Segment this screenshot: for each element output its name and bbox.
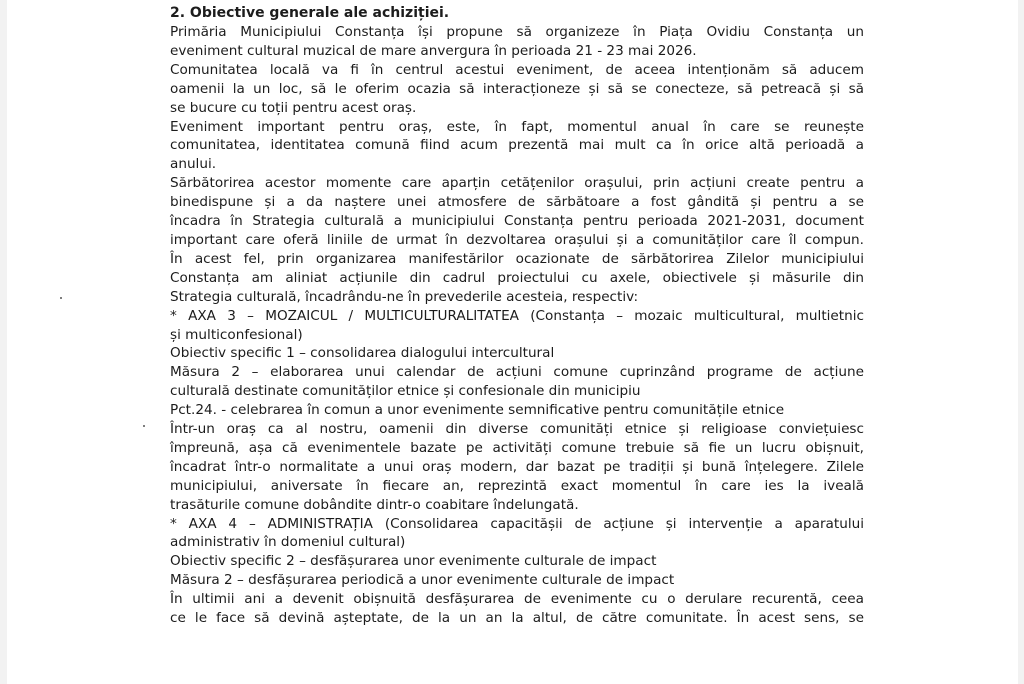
text-line: încadra în Strategia culturală a municipiului Constanța pentru perioada 2021-2031, document [170, 213, 864, 230]
text-line: Strategia culturală, încadrându-ne în prevederile acesteia, respectiv: [170, 288, 639, 305]
document-body [170, 4, 864, 628]
text-line: anului. [170, 156, 217, 173]
text-line: Într-un oraș ca al nostru, oamenii din diverse comunități etnice și religioase conviețuiesc [170, 421, 864, 438]
text-line: ce le face să devină așteptate, de la un an la altul, de către comunitate. În acest sens, se [170, 610, 864, 627]
document-page [7, 0, 1018, 684]
text-line: și multiconfesional) [170, 326, 303, 343]
text-line: Constanța am aliniat acțiunile din cadrul proiectului cu axele, obiectivele și măsurile din [170, 269, 864, 286]
text-line: trasăturile comune dobândite dintr-o coabitare îndelungată. [170, 496, 579, 513]
scan-speck [60, 297, 62, 299]
text-line: împreună, așa că evenimentele bazate pe activități comune trebuie să fie un lucru obișnuit, [170, 439, 864, 456]
text-line: se bucure cu toții pentru acest oraș. [170, 99, 417, 116]
text-line: * AXA 4 – ADMINISTRAȚIA (Consolidarea capacitășii de acțiune și intervenție a aparatului [170, 515, 864, 532]
paragraph-lines [170, 23, 864, 628]
text-line: * AXA 3 – MOZAICUL / MULTICULTURALITATEA (Constanța – mozaic multicultural, multietnic [170, 307, 864, 324]
text-line: În acest fel, prin organizarea manifestărilor ocazionate de sărbătorirea Zilelor municipiului [170, 250, 864, 267]
text-line: Măsura 2 – elaborarea unui calendar de acțiuni comune cuprinzând programe de acțiune [170, 364, 864, 381]
text-line: încadrat într-o normalitate a unui oraș modern, dar bazat pe tradiții și bună înțelegere. Zilele [170, 458, 864, 475]
text-line: Primăria Municipiului Constanța își propune să organizeze în Piața Ovidiu Constanța un [170, 24, 864, 40]
text-line: Eveniment important pentru oraș, este, în fapt, momentul anual în care se reunește [170, 118, 864, 135]
text-line: administrativ în domeniul cultural) [170, 534, 406, 551]
section-heading: 2. Obiective generale ale achiziției. [170, 5, 450, 21]
text-line: culturală destinate comunităților etnice și confesionale din municipiu [170, 383, 641, 400]
text-line: Sărbătorirea acestor momente care aparțin cetățenilor orașului, prin acțiuni create pentru a [170, 175, 864, 192]
text-line: Pct.24. - celebrarea în comun a unor evenimente semnificative pentru comunitățile etnice [170, 402, 785, 419]
text-line: eveniment cultural muzical de mare anvergura în perioada 21 - 23 mai 2026. [170, 42, 697, 59]
text-line: Obiectiv specific 2 – desfășurarea unor evenimente culturale de impact [170, 553, 657, 570]
text-line: important care oferă liniile de urmat în dezvoltarea orașului și a comunităților care îl compun. [170, 231, 864, 248]
text-line: Obiectiv specific 1 – consolidarea dialogului intercultural [170, 345, 555, 362]
text-line: comunitatea, identitatea comună fiind acum prezentă mai mult ca în orice altă perioadă a [170, 137, 864, 154]
text-line: Comunitatea locală va fi în centrul acestui eveniment, de aceea intenționăm să aducem [170, 61, 864, 78]
text-line: În ultimii ani a devenit obișnuită desfășurarea de evenimente cu o derulare recurentă, ceea [170, 591, 864, 608]
text-line: oamenii la un loc, să le oferim ocazia să interacționeze și să se conecteze, să petreacă și să [170, 80, 864, 97]
scan-speck [143, 425, 145, 427]
text-line: municipiului, aniversate în fiecare an, reprezintă exact momentul în care ies la iveală [170, 477, 864, 494]
text-line: binedispune și a da naștere unei atmosfere de sărbătoare a fost gândită și pentru a se [170, 194, 864, 211]
text-line: Măsura 2 – desfășurarea periodică a unor evenimente culturale de impact [170, 572, 675, 589]
